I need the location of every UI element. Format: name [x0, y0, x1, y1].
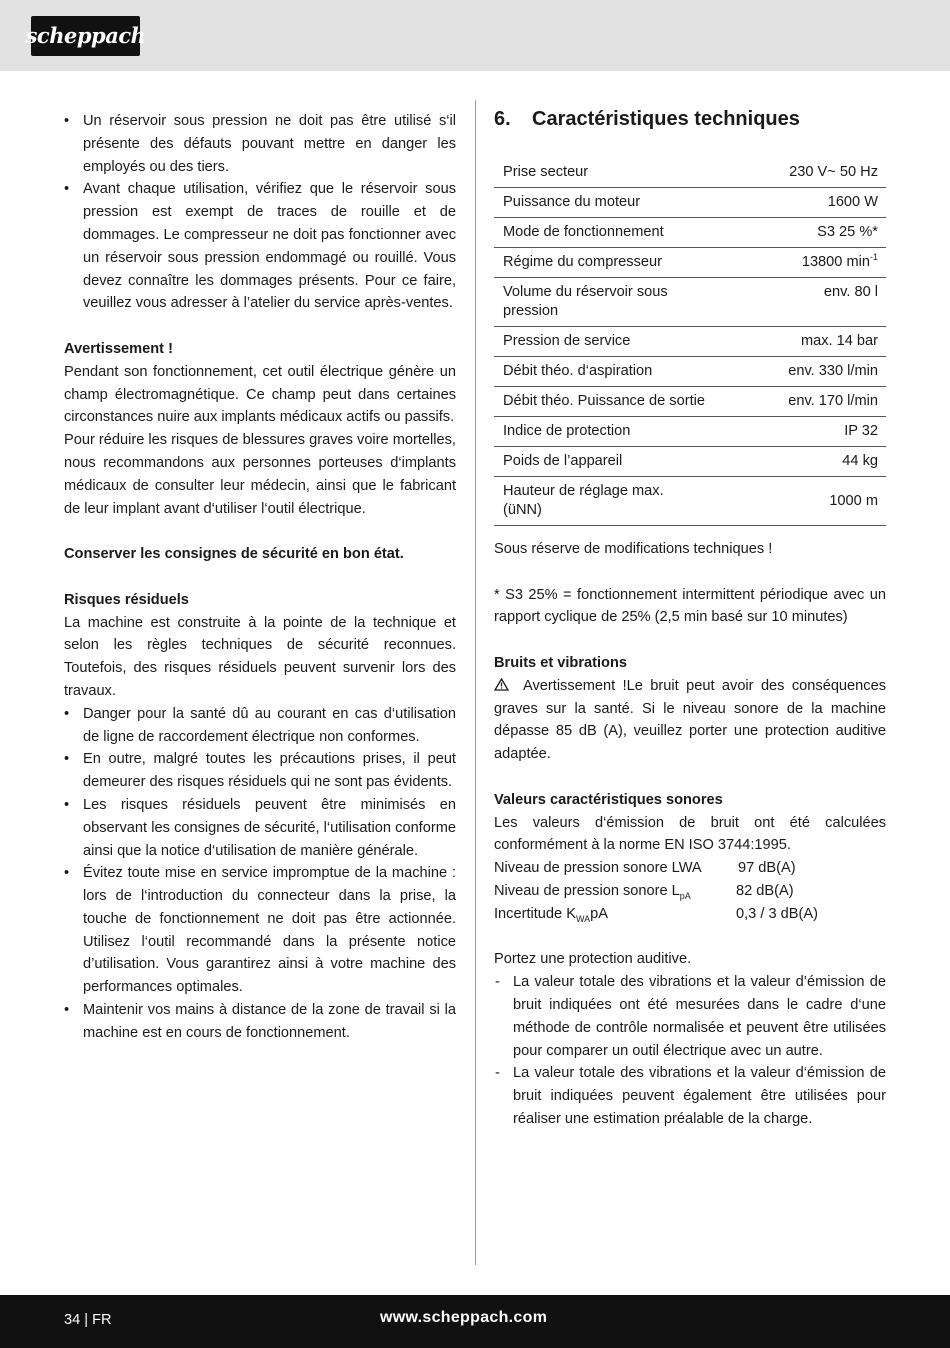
table-row	[494, 417, 886, 447]
spec-label: Indice de protection	[494, 417, 714, 447]
spec-value: max. 14 bar	[714, 327, 886, 357]
spec-value	[714, 248, 886, 278]
spec-value: S3 25 %*	[714, 218, 886, 248]
spec-label: Régime du compresseur	[494, 248, 714, 278]
spec-value: 230 V~ 50 Hz	[714, 158, 886, 188]
table-row	[494, 327, 886, 357]
website-link[interactable]: www.scheppach.com	[380, 1309, 548, 1326]
pressure-tank-bullets	[64, 110, 456, 315]
sound-row	[494, 857, 886, 880]
spec-label: Hauteur de réglage max. (üNN)	[494, 477, 714, 526]
spec-label: Prise secteur	[494, 158, 714, 188]
spec-label: Pression de service	[494, 327, 714, 357]
spec-value: env. 330 l/min	[714, 357, 886, 387]
spec-value: 1000 m	[714, 477, 886, 526]
left-column	[64, 110, 456, 1045]
table-row	[494, 447, 886, 477]
table-row	[494, 158, 886, 188]
sound-row	[494, 880, 886, 903]
sound-values-title: Valeurs caractéristiques sonores	[494, 791, 723, 808]
spec-label: Débit théo. Puissance de sortie	[494, 387, 714, 417]
right-column	[494, 104, 886, 1131]
section-heading	[494, 104, 886, 134]
sound-label-text: Incertitude K	[494, 905, 576, 922]
list-item: • Un réservoir sous pression ne doit pas être utilisé s‘il présente des défauts pouvant mettre en danger les employés ou des tiers.	[64, 110, 456, 178]
spec-label: Mode de fonctionnement	[494, 218, 714, 248]
sound-label-after: pA	[590, 905, 608, 922]
table-row	[494, 188, 886, 218]
warning-paragraph-2: Pour réduire les risques de blessures graves voire mortelles, nous recommandons aux personnes porteuses d‘implants médicaux de consulter leur médecin, ainsi que le fabricant de leur implant avant d‘utiliser l‘outil électrique.	[64, 432, 456, 517]
sound-label	[494, 880, 736, 903]
spec-value: env. 170 l/min	[714, 387, 886, 417]
sound-label	[494, 903, 736, 926]
sound-label-sub: pA	[679, 890, 691, 901]
spec-value: 1600 W	[714, 188, 886, 218]
list-item: • Les risques résiduels peuvent être minimisés en observant les consignes de sécurité, l‘utilisation conforme ainsi que la notice d‘utilisation de manière générale.	[64, 794, 456, 862]
noise-vibration-title: Bruits et vibrations	[494, 654, 627, 671]
list-item: • Avant chaque utilisation, vérifiez que le réservoir sous pression est exempt de traces de rouille et de dommages. Le compresseur ne doit pas fonctionner avec un réservoir sous pression endommagé ou rouillé. Vous devez connaître les dommages présents. Pour ce faire, veuillez vous adresser à l’atelier du service après-ventes.	[64, 178, 456, 315]
subject-to-change-note: Sous réserve de modifications techniques !	[494, 541, 773, 557]
noise-warning-text: Avertissement !Le bruit peut avoir des conséquences graves sur la santé. Si le niveau sonore de la machine dépasse 85 dB (A), veuillez porter une protection auditive adaptée.	[494, 677, 886, 763]
residual-risks-intro: La machine est construite à la pointe de la technique et selon les règles techniques de sécurité reconnues. Toutefois, des risques résiduels peuvent survenir lors des travaux.	[64, 614, 456, 699]
spec-label: Puissance du moteur	[494, 188, 714, 218]
keep-instructions-heading: Conserver les consignes de sécurité en bon état.	[64, 546, 404, 563]
spec-label: Débit théo. d‘aspiration	[494, 357, 714, 387]
sound-row	[494, 903, 886, 926]
specs-table	[494, 158, 886, 526]
hearing-protection-note: Portez une protection auditive.	[494, 951, 692, 968]
spec-value-main: 13800 min	[801, 254, 870, 270]
spec-value: env. 80 l	[714, 278, 886, 327]
table-row	[494, 357, 886, 387]
list-item: • En outre, malgré toutes les précautions prises, il peut demeurer des risques résiduels qui ne sont pas évidents.	[64, 748, 456, 794]
list-item: • Évitez toute mise en service impromptue de la machine : lors de l‘introduction du connecteur dans la prise, la touche de fonctionnement ne doit pas être actionnée. Utilisez l‘outil recommandé dans la présente notice d’utilisation. Vous garantirez ainsi à votre machine des performances optimales.	[64, 862, 456, 999]
list-item: • Maintenir vos mains à distance de la zone de travail si la machine est en cours de fonctionnement.	[64, 999, 456, 1045]
vibration-notes	[494, 971, 886, 1131]
spec-value-sup: -1	[869, 252, 878, 263]
list-item: • Danger pour la santé dû au courant en cas d‘utilisation de ligne de raccordement électrique non conformes.	[64, 703, 456, 749]
sound-values-intro: Les valeurs d‘émission de bruit ont été calculées conformément à la norme EN ISO 3744:1995.	[494, 814, 886, 854]
sound-label-text: Niveau de pression sonore L	[494, 882, 680, 899]
list-item: - La valeur totale des vibrations et la valeur d‘émission de bruit indiquées peuvent également être utilisées pour réaliser une estimation préalable de la charge.	[494, 1062, 886, 1130]
spec-label: Poids de l’appareil	[494, 447, 714, 477]
scheppach-logo: scheppach	[31, 16, 140, 56]
spec-label: Volume du réservoir sous pression	[494, 278, 714, 327]
warning-triangle-icon	[494, 675, 509, 698]
table-row	[494, 387, 886, 417]
table-row	[494, 477, 886, 526]
table-row	[494, 278, 886, 327]
sound-value: 0,3 / 3 dB(A)	[736, 905, 818, 922]
residual-risks-bullets	[64, 703, 456, 1045]
warning-title: Avertissement !	[64, 340, 173, 357]
sound-label-sub: WA	[575, 913, 591, 924]
section-number: 6.	[494, 108, 511, 130]
list-item: - La valeur totale des vibrations et la valeur d’émission de bruit indiquées ont été mesurées dans le cadre d‘une méthode de contrôle normalisée et peuvent être utilisées pour comparer un outil électrique avec un autre.	[494, 971, 886, 1062]
sound-value: 97 dB(A)	[738, 860, 796, 877]
sound-value: 82 dB(A)	[736, 882, 794, 899]
table-row	[494, 218, 886, 248]
page-number: 34 | FR	[64, 1312, 112, 1328]
page-footer	[0, 1295, 950, 1348]
table-row	[494, 248, 886, 278]
residual-risks-title: Risques résiduels	[64, 591, 189, 608]
section-title: Caractéristiques techniques	[532, 108, 800, 130]
column-divider	[475, 100, 476, 1265]
page-header	[0, 0, 950, 71]
warning-paragraph-1: Pendant son fonctionnement, cet outil électrique génère un champ électromagnétique. Ce champ peut dans certaines circonstances nuire aux implants médicaux actifs ou passifs.	[64, 363, 456, 426]
spec-value: 44 kg	[714, 447, 886, 477]
spec-value: IP 32	[714, 417, 886, 447]
duty-cycle-footnote: * S3 25% = fonctionnement intermittent périodique avec un rapport cyclique de 25% (2,5 min basé sur 10 minutes)	[494, 586, 886, 626]
noise-warning	[494, 675, 886, 766]
sound-label: Niveau de pression sonore LWA	[494, 860, 702, 877]
